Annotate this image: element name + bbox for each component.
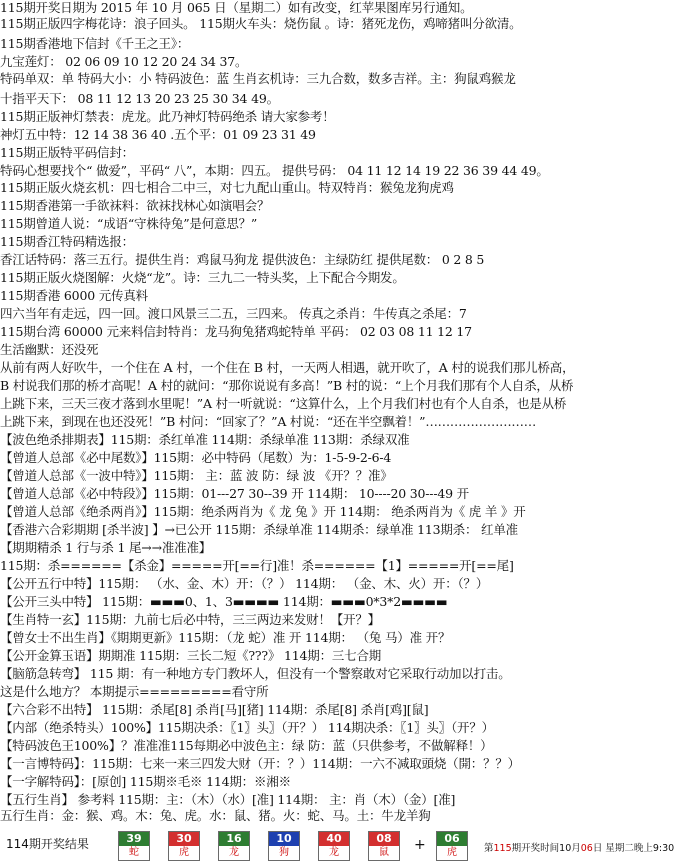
ball-number: 10 [269, 832, 299, 846]
text-line: 上跳下来，三天三夜才落到水里呢！”A 村一听就说：“这算什么，上个月我们村也有个人自杀，也是从桥 [0, 396, 567, 411]
ball-number: 39 [119, 832, 149, 846]
ball-zodiac: 狗 [269, 846, 299, 860]
ball-number: 40 [319, 832, 349, 846]
ball-zodiac: 虎 [437, 846, 467, 860]
text-line: 115期台湾 60000 元来料信封特肖：龙马狗兔猪鸡蛇特单 平码： 02 03 08 11 12 17 [0, 324, 472, 339]
text-line: 【期期精杀 1 行与杀 1 尾→→准准准】 [0, 540, 212, 555]
text-line: 【曾道人总部《绝杀两肖》】115期：绝杀两肖为《 龙 兔 》开 114期： 绝杀两肖为《 虎 羊 》开 [0, 504, 526, 519]
text-line: 这是什么地方？ 本期提示=========看守所 [0, 684, 269, 699]
text-line: 生活幽默：还没死 [0, 342, 99, 357]
next-draw-time [484, 840, 674, 854]
text-line: 115期正版特平码信封： [0, 145, 134, 160]
text-line: 115期曾道人说：“成语“守株待兔”是何意思？” [0, 216, 258, 231]
text-line: 上跳下来，到现在也还没死！”B 村问：“回家了？”A 村说：“还在半空飘着！”……………………… [0, 414, 537, 429]
ball-zodiac: 龙 [219, 846, 249, 860]
text-line: 115期开奖日期为 2015 年 10 月 065 日（星期二）如有改变，红苹果图库另行通知。 [0, 0, 473, 15]
ball-number: 30 [169, 832, 199, 846]
text-line: 四六当年有走远，四一回。渡口风景三二五，三四来。 传真之杀肖：牛传真之杀尾：7 [0, 306, 467, 321]
ball-zodiac: 虎 [169, 846, 199, 860]
ball-number: 16 [219, 832, 249, 846]
result-ball [268, 831, 300, 861]
text-line: 【特码波色王100%】？准准准115每期必中波色主：绿 防：蓝（只供参考，不做解释！） [0, 738, 493, 753]
text-line: 神灯五中特：12 14 38 36 40 .五个平：01 09 23 31 49 [0, 127, 316, 142]
text-line: 【曾道人总部《必中尾数》】115期：必中特码（尾数）为：1-5-9-2-6-4 [0, 450, 392, 465]
text-line: 十指平天下： 08 11 12 13 20 23 25 30 34 49。 [0, 91, 279, 106]
text-line: 【脑筋急转弯】 115 期：有一种地方专门教坏人，但没有一个警察敢对它采取行动加以打击。 [0, 666, 511, 681]
result-ball [118, 831, 150, 861]
text-line: 【曾道人总部《必中特段》】115期：01---27 30--39 开 114期： 10----20 30---49 开 [0, 486, 469, 501]
text-line: 九宝莲灯： 02 06 09 10 12 20 24 34 37。 [0, 54, 248, 69]
text-line: 五行生肖：金：猴、鸡。木：兔、虎。水：鼠、猪。火：蛇、马。土：牛龙羊狗 [0, 808, 431, 823]
text-line: 115期香港 6000 元传真料 [0, 288, 148, 303]
text-line: 115期香港地下信封《千王之王》： [0, 36, 190, 51]
next-mid: 期开奖时间10月 [511, 843, 581, 854]
text-line: 特码心想要找个“ 做爱”，平码“ 八”，本期：四五。 提供号码： 04 11 12 14 19 22 36 39 44 49。 [0, 163, 549, 178]
plus-sign: + [414, 837, 426, 853]
text-line: 【内部（绝杀特头）100%】115期决杀：〖1〗头〗（开？） 114期决杀：〖1〗头〗（开？） [0, 720, 494, 735]
text-line: 【香港六合彩期期 [杀半波] 】→已公开 115期：杀绿单准 114期杀：绿单准 113期杀： 红单准 [0, 522, 518, 537]
ball-number: 08 [369, 832, 399, 846]
text-line: 【公开五行中特】115期： （水、金、木）开：（？） 114期： （金、木、火）开：（？） [0, 576, 489, 591]
text-line: 【公开金算玉语】期期准 115期：三长二短《???》 114期：三七合期 [0, 648, 382, 663]
text-line: 115期正版火烧玄机：四七相合二中三，对七九配山重山。特双特肖：猴兔龙狗虎鸡 [0, 180, 454, 195]
text-line: 特码单双：单 特码大小：小 特码波色：蓝 生肖玄机诗：三九合数，数多吉祥。主：狗鼠鸡猴龙 [0, 71, 516, 86]
next-day: 06 [580, 843, 593, 854]
ball-zodiac: 鼠 [369, 846, 399, 860]
text-line: 【一言博特码】：115期：七来一来三四发大财（开：？）114期：一六不减取頭烧（開：？？） [0, 756, 520, 771]
text-line: 【公开三头中特】 115期：▬▬▬0、1、3▬▬▬▬ 114期：▬▬▬0*3*2▬▬▬▬ [0, 594, 448, 609]
next-prefix: 第 [484, 843, 494, 854]
text-line: 【六合彩不出特】 115期：杀尾[8] 杀肖[马][猪] 114期：杀尾[8] 杀肖[鸡][鼠] [0, 702, 429, 717]
text-line: 【曾道人总部《一波中特》】115期： 主：蓝 波 防：绿 波 《开？？准》 [0, 468, 393, 483]
text-line: 115期正版神灯禁表：虎龙。此乃神灯特码绝杀 请大家参考！ [0, 109, 335, 124]
text-line: 115期香江特码精选报： [0, 234, 134, 249]
text-line: 【五行生肖】 参考料 115期：主：（木）（水）[准] 114期： 主：肖（木）（金）[准] [0, 792, 456, 807]
next-suffix: 日 星期二晚上9:30 [592, 843, 675, 854]
result-ball [168, 831, 200, 861]
result-ball [318, 831, 350, 861]
text-line: 115期正版火烧图解：火烧“龙”。诗：三九二一特头奖，上下配合今期发。 [0, 270, 405, 285]
text-line: 【波色绝杀排期表】115期：杀红单准 114期：杀绿单准 113期：杀绿双准 [0, 432, 410, 447]
text-line: 【一字解特码】：[原创] 115期※毛※ 114期：※湘※ [0, 774, 291, 789]
ball-zodiac: 蛇 [119, 846, 149, 860]
text-line: 115期：杀======【杀金】=====开[==行]准！杀======【1】=====开[==尾] [0, 558, 514, 573]
text-line: 从前有两人好吹牛，一个住在 A 村，一个住在 B 村，一天两人相遇，就开吹了，A 村的说我们那儿桥高， [0, 360, 575, 375]
ball-number: 06 [437, 832, 467, 846]
special-ball [436, 831, 468, 861]
result-ball [218, 831, 250, 861]
text-line: 【曾女士不出生肖】《期期更新》115期：（龙 蛇）准 开 114期： （兔 马）准 开？ [0, 630, 451, 645]
result-ball [368, 831, 400, 861]
draw-result-label: 114期开奖结果 [6, 837, 89, 851]
text-line: 香江话特码：落三五行。提供生肖：鸡鼠马狗龙 提供波色：主绿防红 提供尾数： 0 2 8 5 [0, 252, 485, 267]
text-line: 115期香港第一手欲袜料：欲袜找林心如演唱会？ [0, 198, 270, 213]
ball-zodiac: 龙 [319, 846, 349, 860]
draw-result-bar [0, 825, 688, 863]
text-line: 115期正版四字梅花诗：浪子回头。 115期火车头：烧伤鼠 。诗：猪死龙伤，鸡啼猪叫分欲清。 [0, 16, 522, 31]
text-line: B 村说我们那的桥才高呢！A 村的就问：“那你说说有多高！”B 村的说：“上个月我们那有个人自杀，从桥 [0, 378, 574, 393]
next-period: 115 [493, 843, 512, 854]
text-line: 【生肖特一玄】115期：九前七后必中特，三三两边来发财！【开？】 [0, 612, 380, 627]
